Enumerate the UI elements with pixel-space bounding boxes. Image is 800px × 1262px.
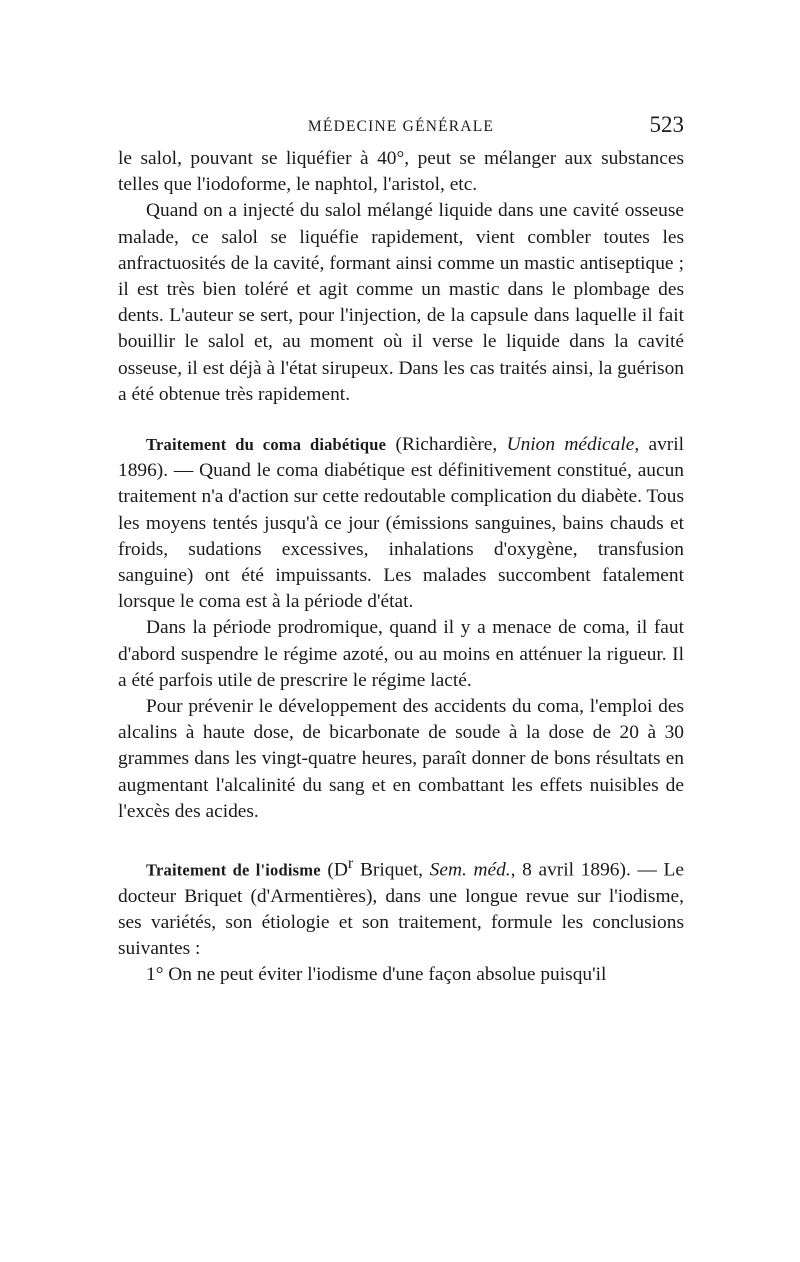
paragraph-alcalins: Pour prévenir le développement des accidents du coma, l'emploi des alcalins à haute dose, de bicarbonate de soude à la dose de 20 à 30 grammes dans les vingt-quatre heures, paraît donner de bons résultats en augmentant l'alcalinité du sang et en combattant les effets nuisibles de l'excès des acides. — [118, 696, 684, 822]
running-head: MÉDECINE GÉNÉRALE — [307, 118, 495, 135]
reference-journal: Sem. méd. — [429, 859, 511, 881]
section-heading-coma: Traitement du coma diabétique — [146, 435, 387, 455]
section-iodisme — [118, 851, 684, 962]
reference-journal: Union médicale — [506, 434, 635, 456]
body-text — [118, 146, 684, 989]
section-text: — Le docteur Briquet (d'Armentières), dans une longue revue sur l'iodisme, ses variétés, son étiologie et son traitement, formule les conclusions suivantes : — [118, 859, 684, 960]
list-item-1: 1° On ne peut éviter l'iodisme d'une façon absolue puisqu'il — [146, 964, 607, 986]
reference-close: , 8 avril 1896). — [510, 859, 631, 881]
paragraph-salol-injection: Quand on a injecté du salol mélangé liquide dans une cavité osseuse malade, ce salol se liquéfie rapidement, vient combler toutes les anfractuosités de la cavité, formant ainsi comme un mastic antiseptique ; il est très bien toléré et agit comme un mastic dans le plombage des dents. L'auteur se sert, pour l'injection, de la capsule dans laquelle il fait bouillir le salol et, au moment où il verse le liquide dans la cavité osseuse, il est déjà à l'état sirupeux. Dans les cas traités ainsi, la guérison a été obtenue très rapidement. — [118, 200, 684, 405]
reference-close: , avril 1896). — — [118, 434, 685, 482]
section-coma-diabetique — [118, 432, 684, 615]
reference-open: (D — [320, 859, 348, 881]
section-text: Quand le coma diabétique est définitivement constitué, aucun traitement n'a d'action sur cette redoutable complication du diabète. Tous les moyens tentés jusqu'à ce jour (émissions sanguines, bains chauds et froids, sudations excessives, inhalations d'oxygène, transfusion sanguine) ont été impuissants. Les malades succombent fatalement lorsque le coma est à la période d'état. — [118, 460, 684, 613]
paragraph-continued: le salol, pouvant se liquéfier à 40°, peut se mélanger aux substances telles que l'iodoforme, le naphtol, l'aristol, etc. — [118, 148, 684, 196]
reference-superscript: r — [347, 855, 354, 873]
reference-open: (Richardière, — [386, 434, 507, 456]
paragraph-prodromique: Dans la période prodromique, quand il y a menace de coma, il faut d'abord suspendre le régime azoté, ou au moins en atténuer la rigueur. Il a été parfois utile de prescrire le régime lacté. — [118, 617, 684, 691]
reference-author: Briquet, — [353, 859, 430, 881]
page-number: 523 — [649, 112, 684, 137]
section-heading-iodisme: Traitement de l'iodisme — [146, 860, 321, 880]
page-header — [118, 112, 684, 142]
